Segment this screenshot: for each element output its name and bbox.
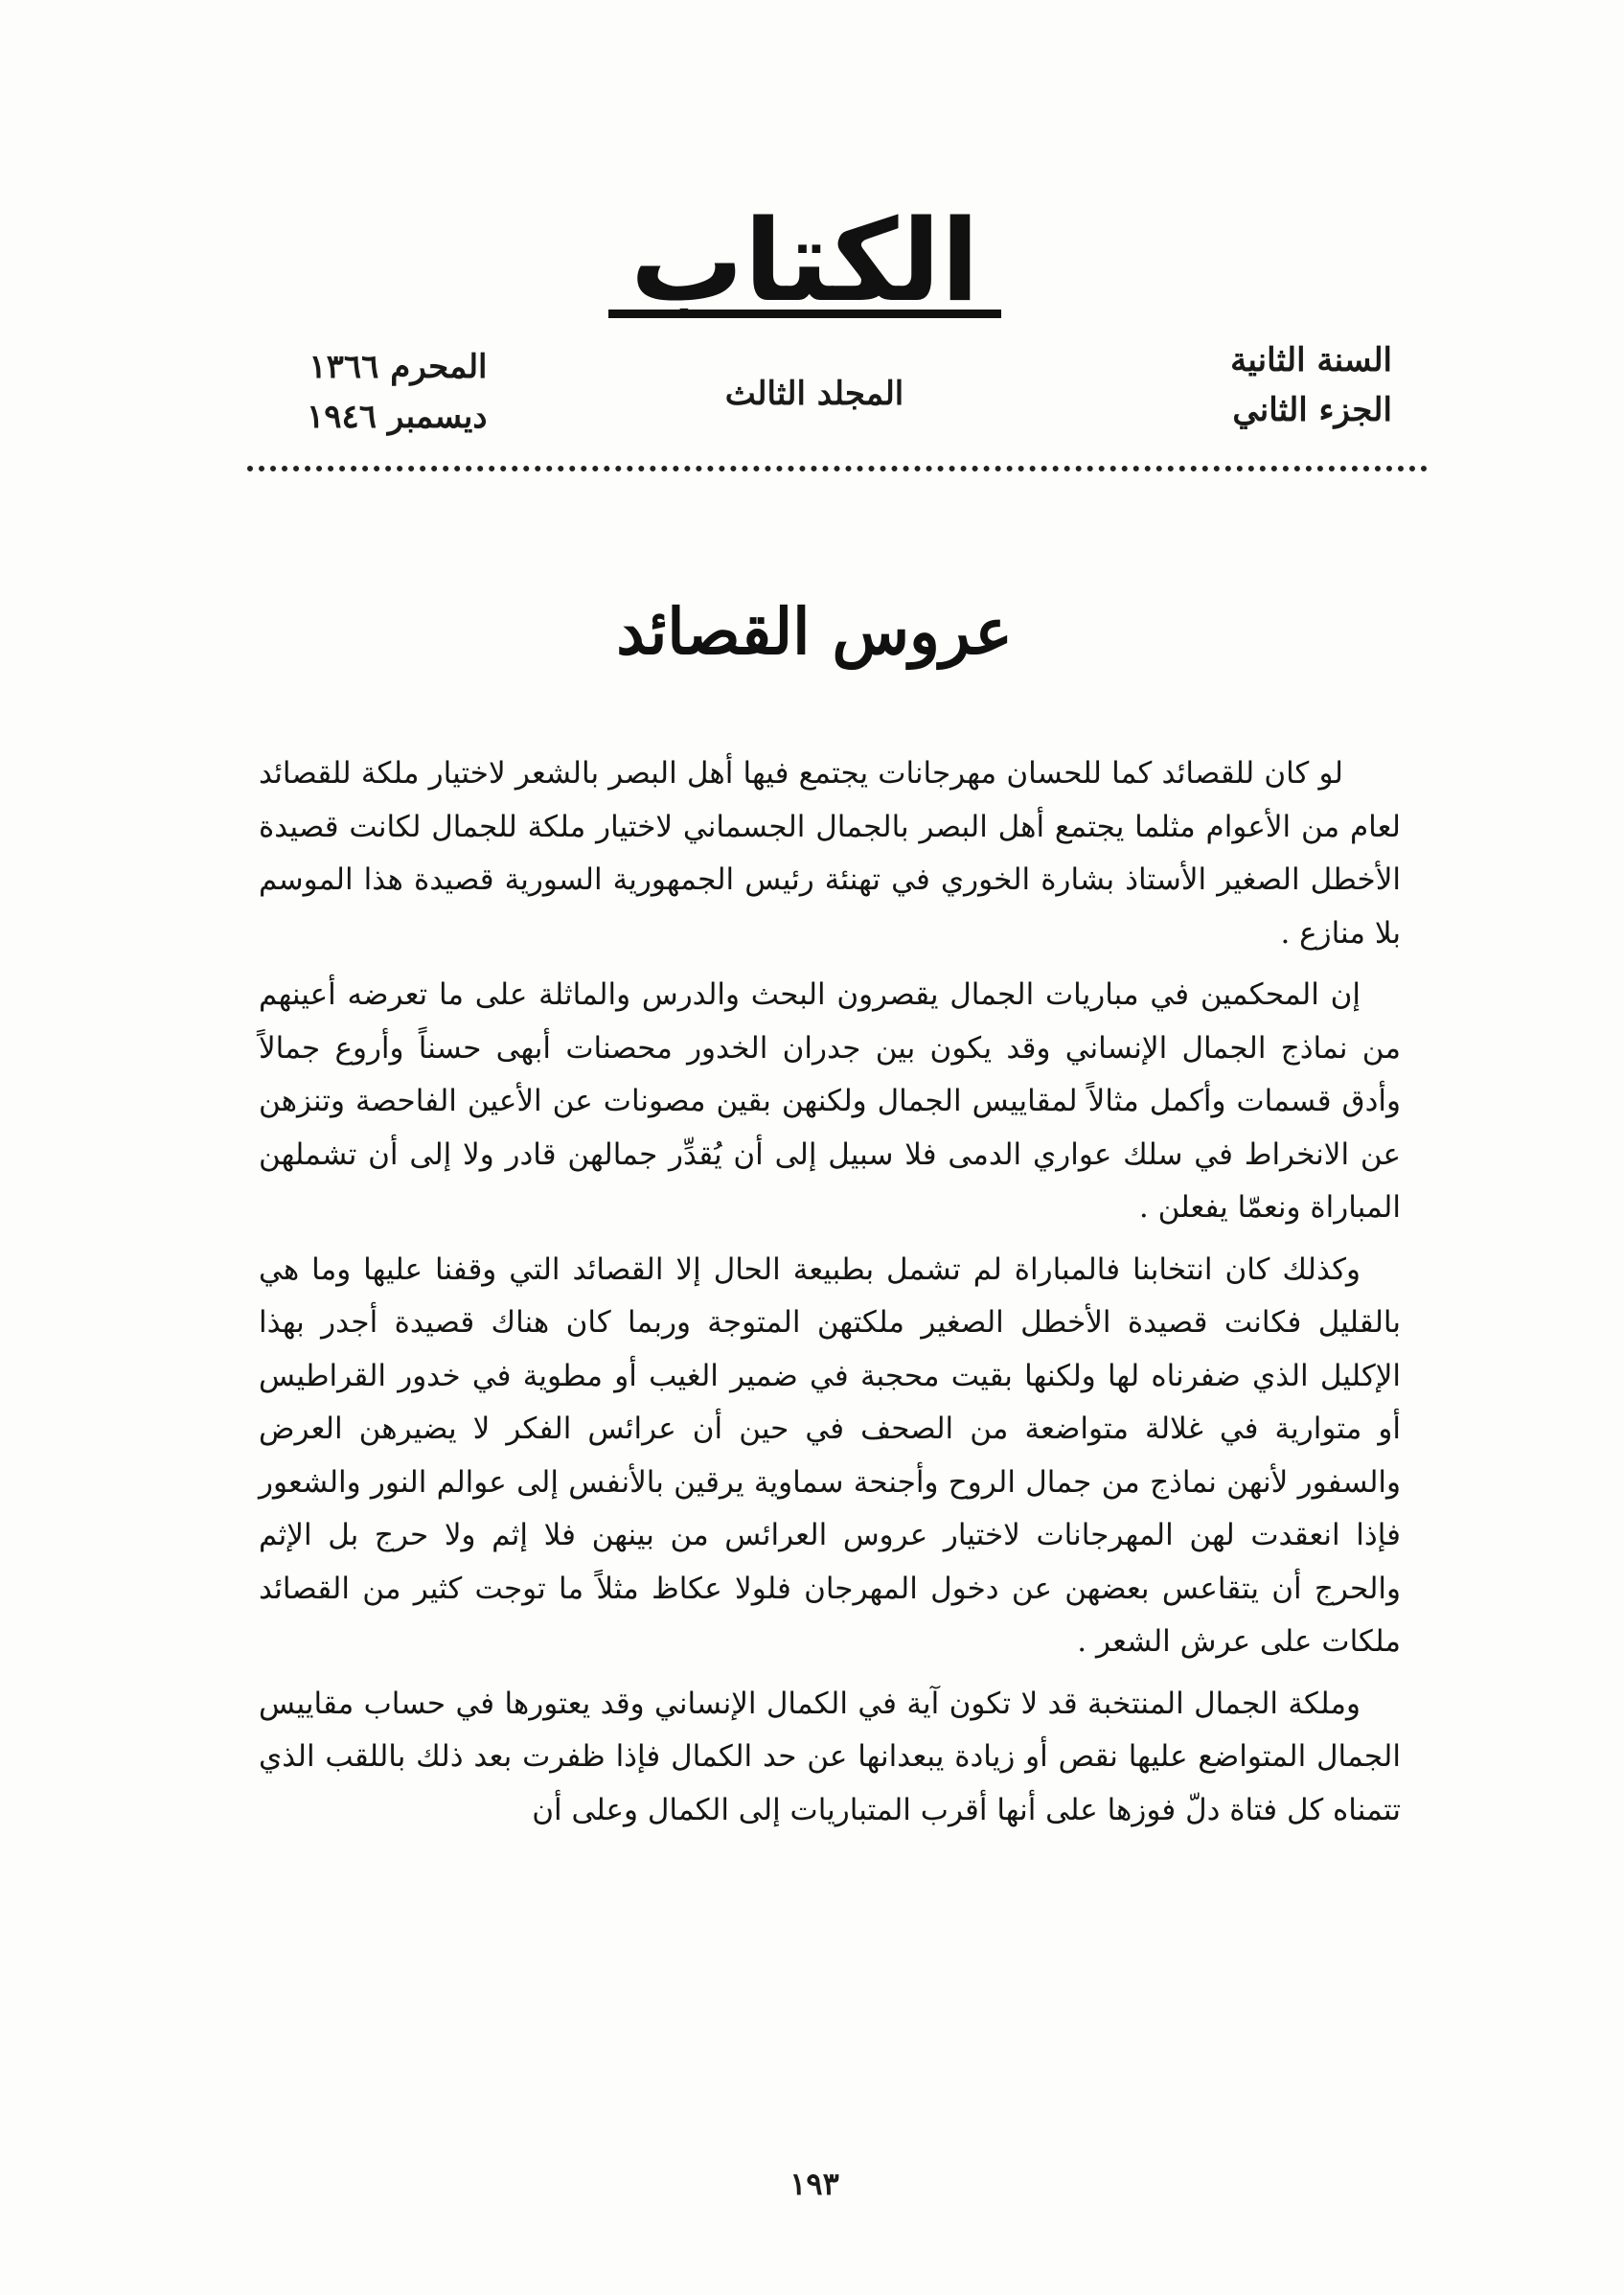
paragraph: وكذلك كان انتخابنا فالمباراة لم تشمل بطبيعة الحال إلا القصائد التي وقفنا عليها وما هي بالقليل فكانت قصيدة الأخطل الصغير ملكتهن المتوجة وربما كان هناك قصيدة أجدر بهذا الإكليل الذي ضفرناه لها ولكنها بقيت محجبة في ضمير الغيب أو مطوية في خدور القراطيس أو متوارية في غلالة متواضعة من الصحف في حين أن عرائس الفكر لا يضيرهن العرض والسفور لأنهن نماذج من جمال الروح وأجنحة سماوية يرقين بالأنفس إلى عوالم النور والشعور فإذا انعقدت لهن المهرجانات لاختيار عروس العرائس من بينهن فلا إثم ولا حرج بل الإثم والحرج أن يتقاعس بعضهن عن دخول المهرجان فلولا عكاظ مثلاً ما توجت كثير من القصائد ملكات على عرش الشعر .	[259, 1251, 1401, 1659]
paragraph: لو كان للقصائد كما للحسان مهرجانات يجتمع فيها أهل البصر بالشعر لاختيار ملكة للقصائد لعام من الأعوام مثلما يجتمع أهل البصر بالجمال الجسماني لاختيار ملكة للجمال لكانت قصيدة الأخطل الصغير الأستاذ بشارة الخوري في تهنئة رئيس الجمهورية السورية قصيدة هذا الموسم بلا منازع .	[259, 756, 1401, 951]
article-title: عروس القصائد	[616, 594, 1013, 669]
part-label: الجزء الثاني	[1232, 391, 1392, 429]
year-label: السنة الثانية	[1230, 341, 1392, 379]
masthead-logo	[575, 196, 1035, 340]
issue-meta-left	[307, 342, 488, 442]
logo-text: الكتاب	[629, 195, 980, 327]
gregorian-date: ديسمبر ١٩٤٦	[307, 398, 488, 436]
hijri-date: المحرم ١٣٦٦	[309, 348, 488, 386]
paragraph: وملكة الجمال المنتخبة قد لا تكون آية في الكمال الإنساني وقد يعتورها في حساب مقاييس الجمال المتواضع عليها نقص أو زيادة يبعدانها عن حد الكمال فإذا ظفرت بعد ذلك باللقب الذي تتمناه كل فتاة دلّ فوزها على أنها أقرب المتباريات إلى الكمال وعلى أن	[259, 1686, 1401, 1827]
article-body	[259, 747, 1401, 1846]
issue-meta-right	[1230, 335, 1392, 435]
volume-label: المجلد الثالث	[724, 375, 904, 413]
page-number: ١٩٣	[789, 2166, 839, 2202]
paragraph: إن المحكمين في مباريات الجمال يقصرون البحث والدرس والماثلة على ما تعرضه أعينهم من نماذج الجمال الإنساني وقد يكون بين جدران الخدور محصنات أبهى حسناً وأروع جمالاً وأدق قسمات وأكمل مثالاً لمقاييس الجمال ولكنهن بقين مصونات عن الأعين الفاحصة وتنزهن عن الانخراط في سلك عواري الدمى فلا سبيل إلى أن يُقدِّر جمالهن قادر ولا إلى أن تشملهن المباراة ونعمّا يفعلن .	[259, 977, 1401, 1225]
dotted-divider	[247, 466, 1428, 471]
